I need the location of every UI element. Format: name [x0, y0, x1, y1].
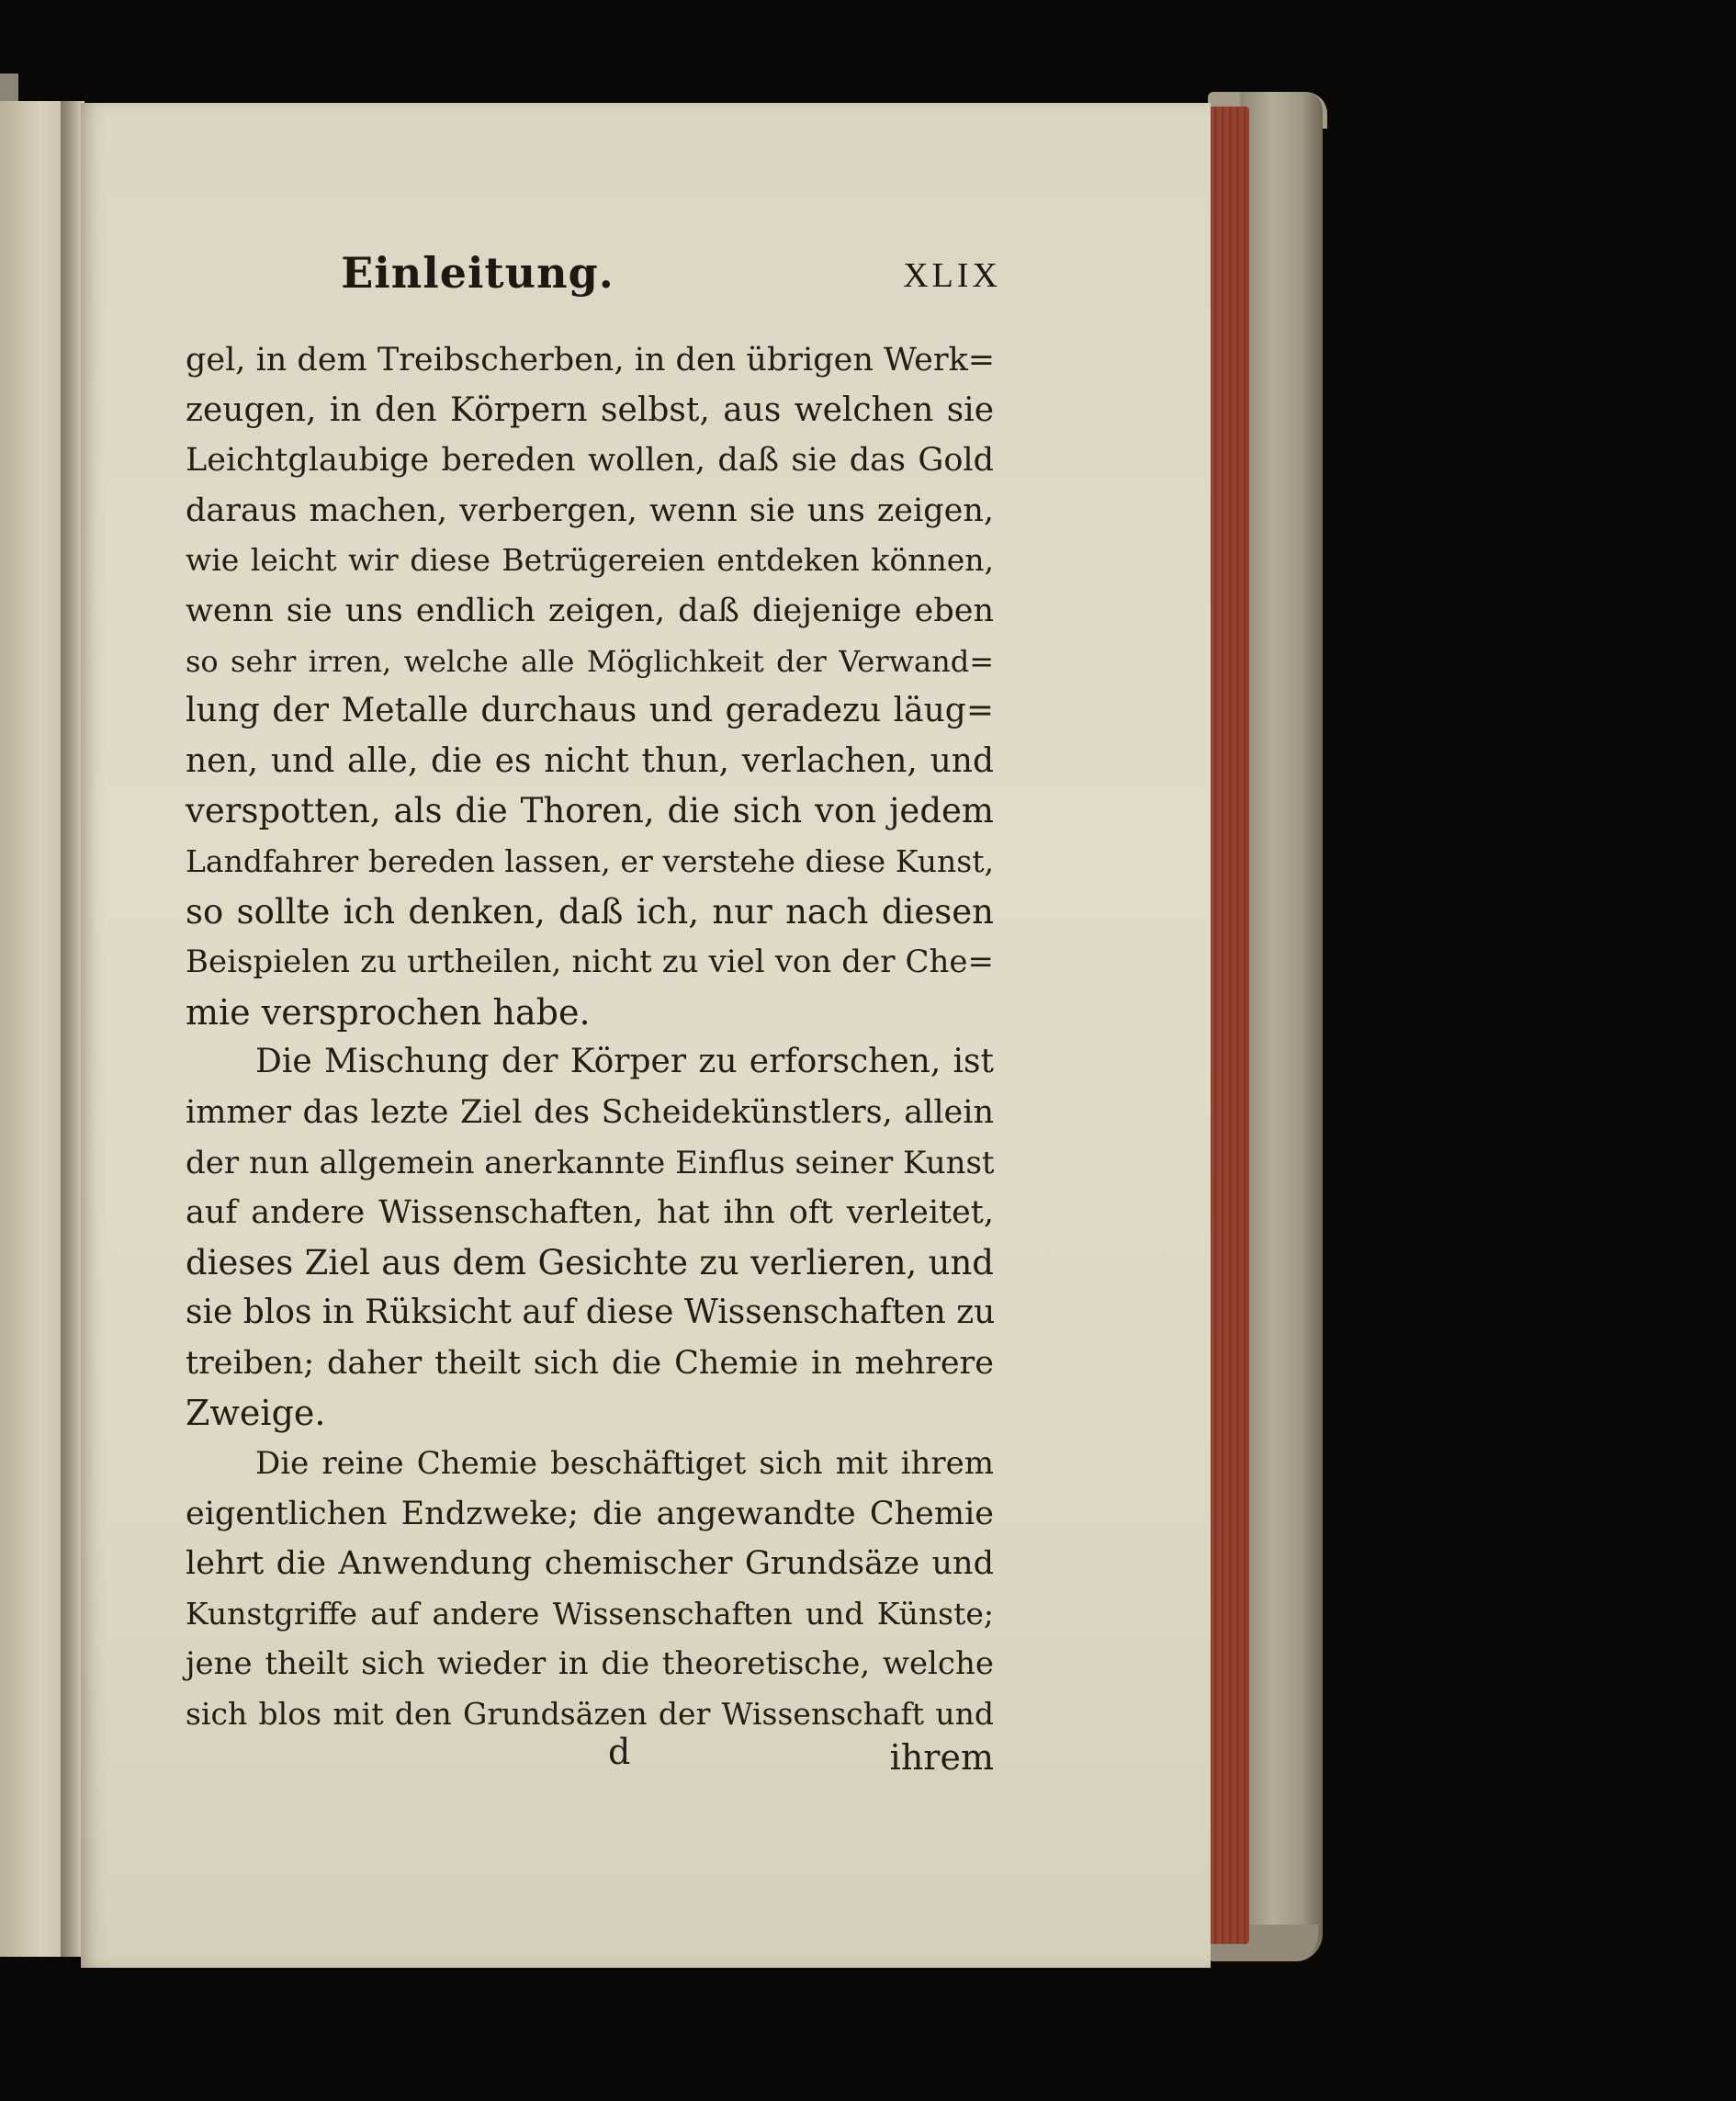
page-number: XLIX [903, 256, 1001, 295]
text-line: verspotten, als die Thoren, die sich von jedem [186, 791, 994, 831]
text-line: gel, in dem Treibscherben, in den übrigen Werk= [186, 342, 996, 378]
text-line: der nun allgemein anerkannte Einflus seiner Kunst [186, 1144, 995, 1181]
text-line: sich blos mit den Grundsäzen der Wissenschaft und [186, 1696, 994, 1733]
text-line: mie versprochen habe. [186, 991, 591, 1033]
text-line: so sollte ich denken, daß ich, nur nach diesen [186, 891, 994, 932]
text-line: zeugen, in den Körpern selbst, aus welchen sie [186, 390, 994, 429]
text-line: nen, und alle, die es nicht thun, verlachen, und [186, 741, 994, 780]
text-line: Leichtglaubige bereden wollen, daß sie das Gold [186, 442, 994, 480]
text-line: wenn sie uns endlich zeigen, daß diejenige eben [186, 592, 994, 629]
text-line: Landfahrer bereden lassen, er verstehe diese Kunst, [186, 842, 994, 879]
text-line: so sehr irren, welche alle Möglichkeit der Verwand= [186, 643, 994, 679]
text-line: immer das lezte Ziel des Scheidekünstlers, allein [186, 1093, 994, 1131]
text-line: treiben; daher theilt sich die Chemie in mehrere [186, 1344, 994, 1382]
page-header [193, 248, 1001, 322]
book-cover-edge [1240, 92, 1323, 1961]
paragraph-start: Die Mischung der Körper zu erforschen, ist [255, 1043, 994, 1081]
text-line: lung der Metalle durchaus und geradezu läug= [186, 692, 994, 730]
signature-mark: d [608, 1732, 631, 1772]
text-line: sie blos in Rüksicht auf diese Wissenschaften zu [186, 1293, 996, 1332]
text-line: eigentlichen Endzweke; die angewandte Chemie [186, 1495, 994, 1532]
text-line: lehrt die Anwendung chemischer Grundsäze und [186, 1545, 994, 1583]
red-fore-edge [1211, 107, 1249, 1944]
text-line: Kunstgriffe auf andere Wissenschaften und Künste; [186, 1595, 994, 1632]
running-head: Einleitung. [341, 248, 614, 298]
text-line: jene theilt sich wieder in die theoretische, welche [186, 1645, 994, 1683]
text-line: wie leicht wir diese Betrügereien entdeken können, [186, 542, 994, 579]
text-block [186, 335, 994, 1740]
text-line: Zweige. [186, 1393, 326, 1434]
text-line: Beispielen zu urtheilen, nicht zu viel von der Che= [186, 943, 994, 981]
text-line: dieses Ziel aus dem Gesichte zu verlieren, und [186, 1242, 994, 1282]
paragraph-start: Die reine Chemie beschäftiget sich mit ihrem [255, 1445, 994, 1483]
text-line: daraus machen, verbergen, wenn sie uns zeigen, [186, 491, 994, 529]
text-line: auf andere Wissenschaften, hat ihn oft verleitet, [186, 1194, 994, 1232]
page-footer [186, 1732, 994, 1787]
catchword: ihrem [889, 1737, 994, 1778]
